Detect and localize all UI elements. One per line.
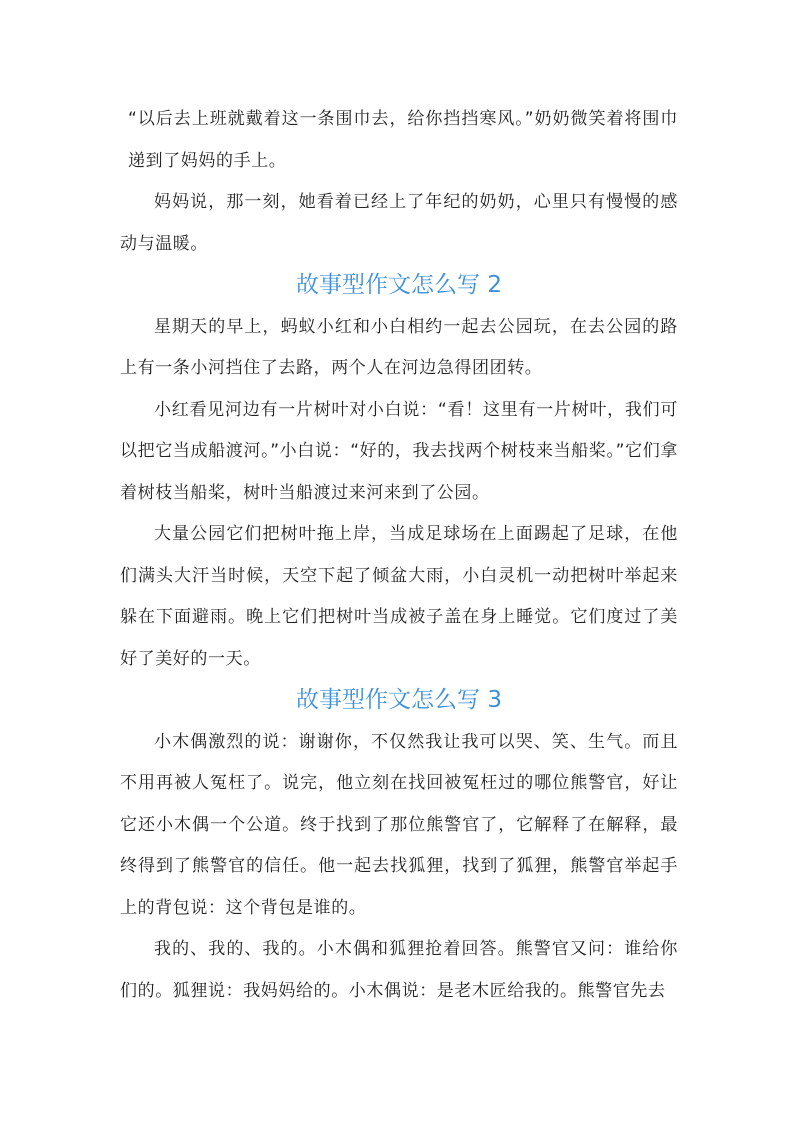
paragraph-scarf-quote: “以后去上班就戴着这一条围巾去，给你挡挡寒风。”奶奶微笑着将围巾递到了妈妈的手上。 [128, 109, 678, 171]
paragraph-puppet-bear: 小木偶激烈的说：谢谢你，不仅然我让我可以哭、笑、生气。而且不用再被人冤枉了。说完，他立刻在找回被冤枉过的哪位熊警官，好让它还小木偶一个公道。终于找到了那位熊警官了，它解释了在解释，最终得到了熊警官的信任。他一起去找狐狸，找到了狐狸，熊警官举起手上的背包说：这个背包是谁的。 [120, 731, 678, 918]
document-body [120, 99, 678, 1012]
section-heading-2: 故事型作文怎么写 2 [296, 272, 502, 298]
paragraph-leaf-boat: 小红看见河边有一片树叶对小白说：“看！这里有一片树叶，我们可以把它当成船渡河。”小白说：“好的，我去找两个树枝来当船桨。”它们拿着树枝当船桨，树叶当船渡过来河来到了公园。 [120, 399, 678, 503]
paragraph-puppet-fox: 我的、我的、我的。小木偶和狐狸抢着回答。熊警官又问：谁给你们的。狐狸说：我妈妈给的。小木偶说：是老木匠给我的。熊警官先去 [120, 939, 678, 1001]
paragraph-park-rain: 大量公园它们把树叶拖上岸，当成足球场在上面踢起了足球，在他们满头大汗当时候，天空下起了倾盆大雨，小白灵机一动把树叶举起来躲在下面避雨。晚上它们把树叶当成被子盖在身上睡觉。它们度过了美好了美好的一天。 [120, 524, 678, 669]
paragraph-mother-feeling: 妈妈说，那一刻，她看着已经上了年纪的奶奶，心里只有慢慢的感动与温暖。 [120, 192, 678, 254]
paragraph-ants-river: 星期天的早上，蚂蚁小红和小白相约一起去公园玩，在去公园的路上有一条小河挡住了去路，两个人在河边急得团团转。 [120, 316, 678, 378]
section-heading-3: 故事型作文怎么写 3 [296, 687, 502, 713]
